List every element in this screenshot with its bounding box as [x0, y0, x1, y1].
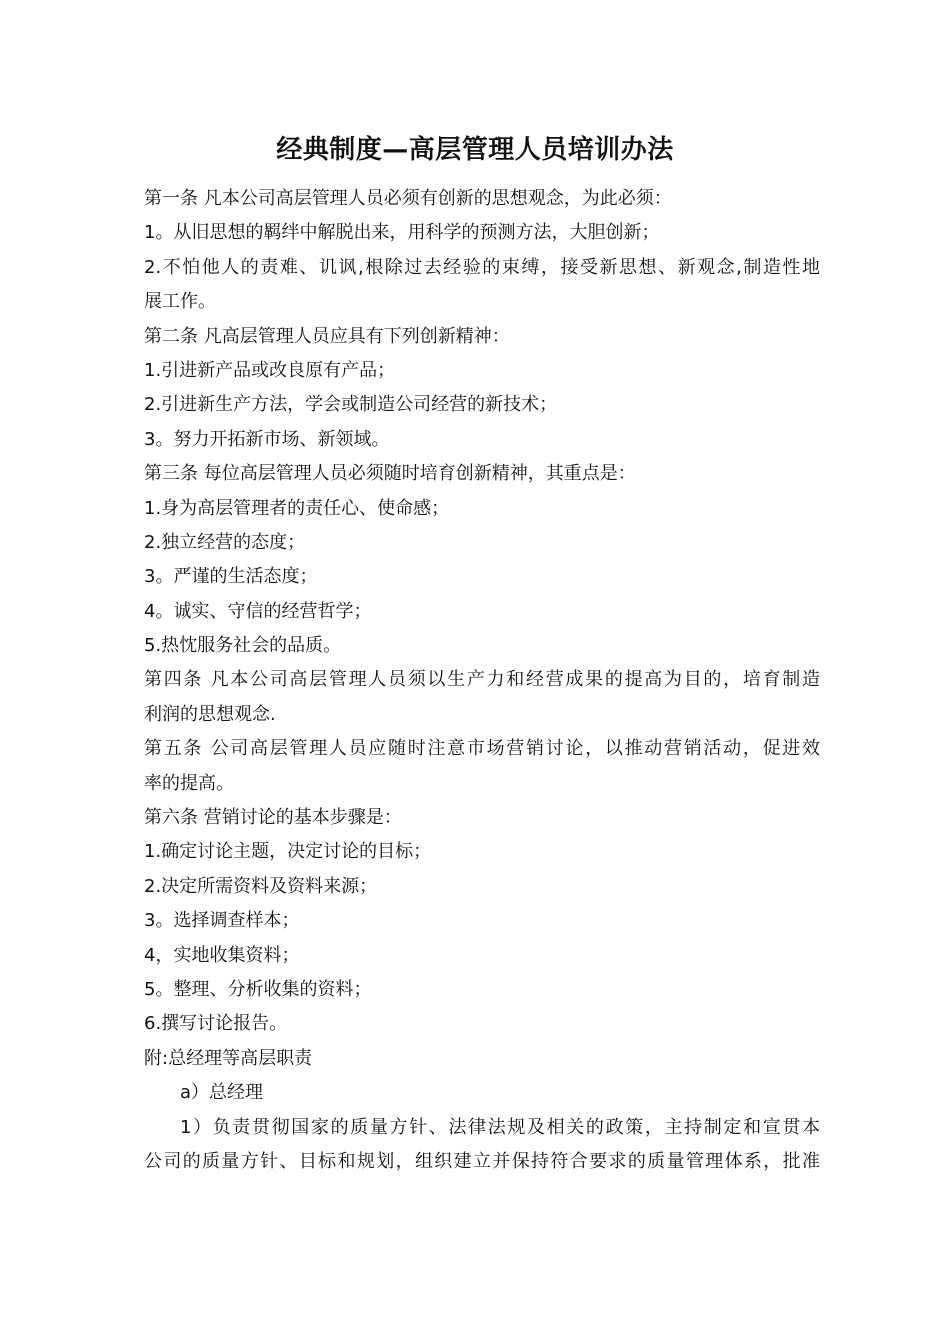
paragraph-line: 第六条 营销讨论的基本步骤是：	[144, 807, 402, 829]
paragraph-line: 公司的质量方针、目标和规划，组织建立并保持符合要求的质量管理体系，批准	[144, 1150, 820, 1172]
paragraph-line: 1.身为高层管理者的责任心、使命感；	[144, 497, 450, 519]
paragraph-line: 2.独立经营的态度；	[144, 531, 306, 553]
paragraph-line: 率的提高。	[144, 772, 234, 794]
paragraph-line: 第三条 每位高层管理人员必须随时培育创新精神，其重点是：	[144, 463, 636, 485]
paragraph-line: 第四条 凡本公司高层管理人员须以生产力和经营成果的提高为目的，培育制造	[144, 669, 820, 691]
paragraph-line: 6.撰写讨论报告。	[144, 1013, 288, 1035]
paragraph-line: 1）负责贯彻国家的质量方针、法律法规及相关的政策，主持制定和宣贯本	[180, 1116, 820, 1138]
paragraph-line: 3。努力开拓新市场、新领域。	[144, 428, 390, 450]
paragraph-line: 2.决定所需资料及资料来源；	[144, 875, 378, 897]
paragraph-line: 3。选择调查样本；	[144, 910, 300, 932]
paragraph-line: 1。从旧思想的羁绊中解脱出来，用科学的预测方法，大胆创新；	[144, 222, 660, 244]
paragraph-line: 利润的思想观念.	[144, 703, 276, 725]
paragraph-line: 2.引进新生产方法，学会或制造公司经营的新技术；	[144, 394, 558, 416]
paragraph-line: 展工作。	[144, 291, 216, 313]
paragraph-line: 第二条 凡高层管理人员应具有下列创新精神：	[144, 325, 510, 347]
paragraph-line: 附:总经理等高层职责	[144, 1047, 313, 1069]
paragraph-line: 1.确定讨论主题，决定讨论的目标；	[144, 841, 432, 863]
paragraph-line: 4，实地收集资料；	[144, 944, 300, 966]
section-heading: a）总经理	[180, 1082, 264, 1104]
paragraph-line: 5.热忱服务社会的品质。	[144, 635, 342, 657]
paragraph-line: 3。严谨的生活态度；	[144, 566, 318, 588]
document-title: 经典制度—高层管理人员培训办法	[276, 135, 674, 165]
paragraph-line: 4。诚实、守信的经营哲学；	[144, 600, 372, 622]
paragraph-line: 2.不怕他人的责难、讥讽,根除过去经验的束缚，接受新思想、新观念,制造性地	[144, 256, 820, 278]
paragraph-line: 第一条 凡本公司高层管理人员必须有创新的思想观念，为此必须：	[144, 188, 672, 209]
paragraph-line: 第五条 公司高层管理人员应随时注意市场营销讨论，以推动营销活动，促进效	[144, 738, 820, 760]
paragraph-line: 5。整理、分析收集的资料；	[144, 978, 372, 1000]
document-body	[144, 182, 820, 1179]
paragraph-line: 1.引进新产品或改良原有产品；	[144, 359, 396, 381]
